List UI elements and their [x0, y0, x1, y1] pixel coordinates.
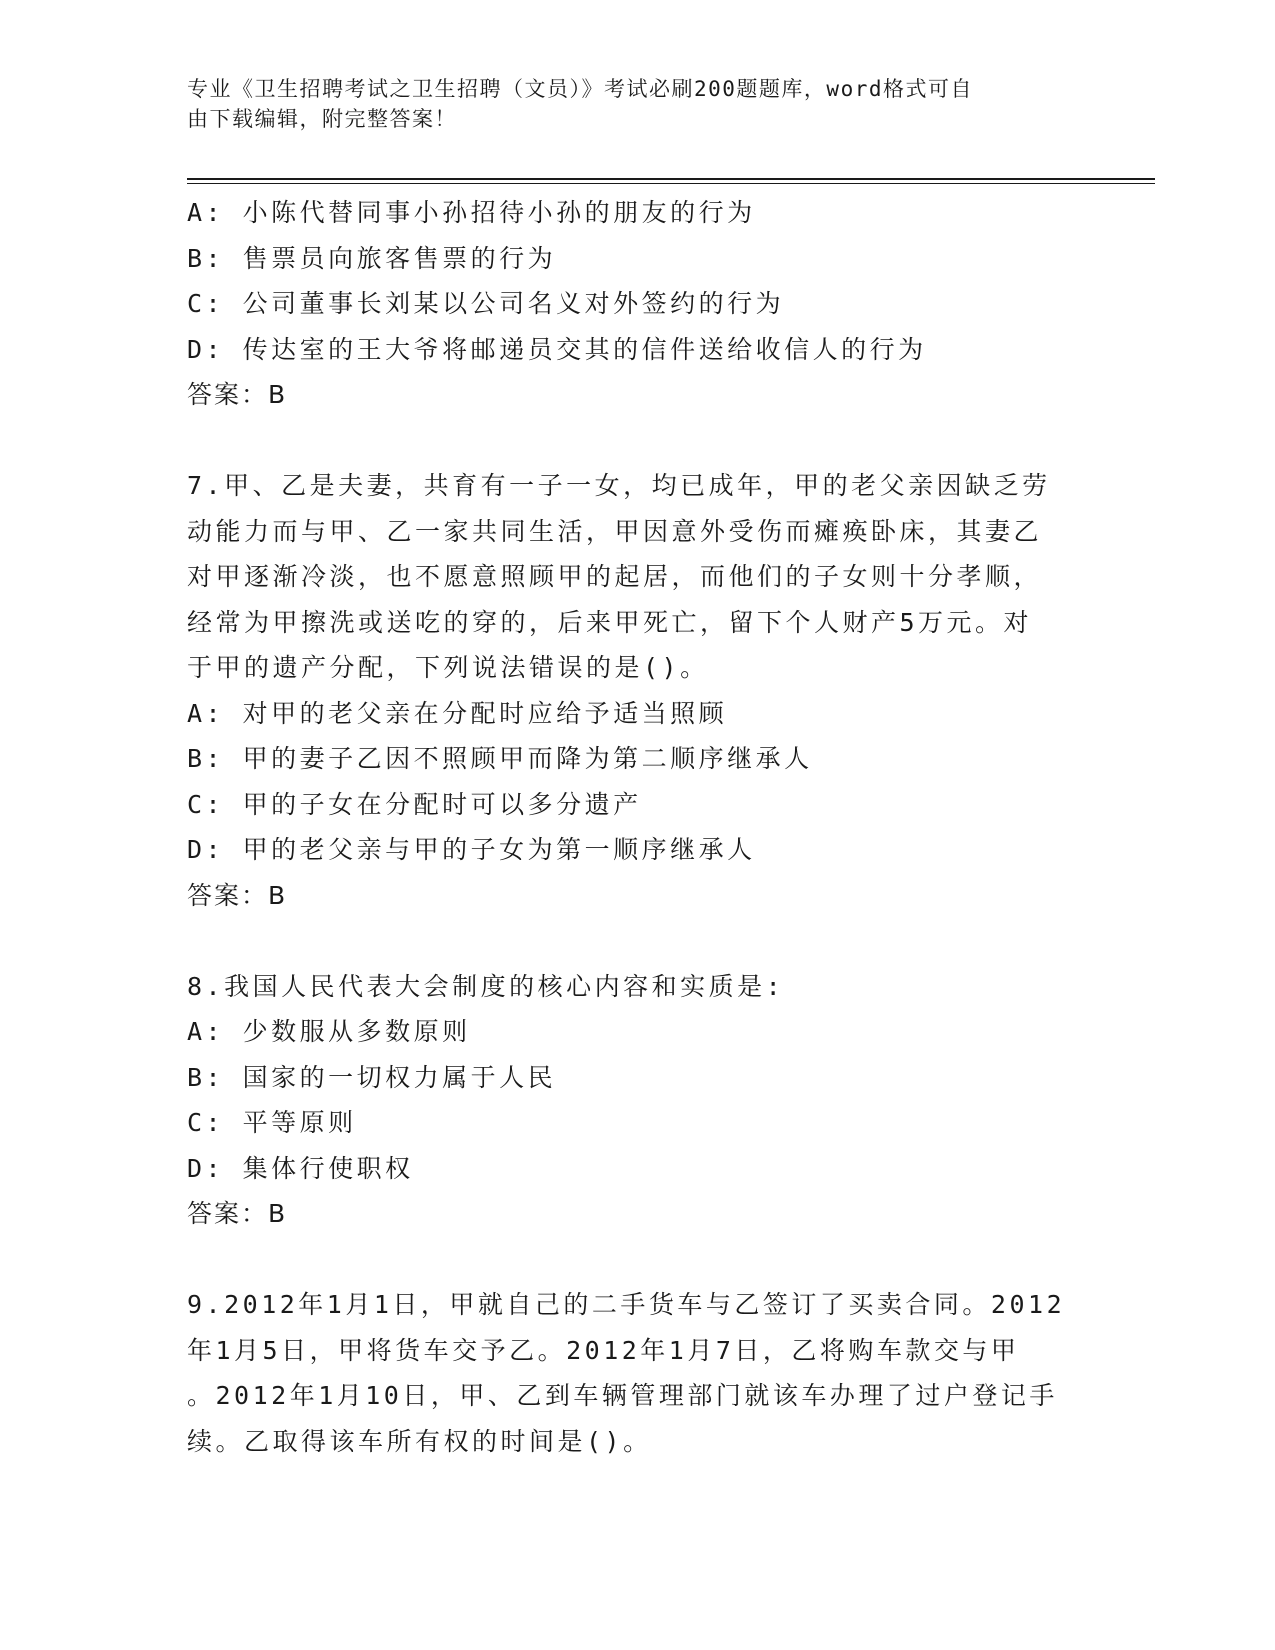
document-header — [187, 74, 1067, 134]
question-stem-line: 9.2012年1月1日，甲就自己的二手货车与乙签订了买卖合同。2012 — [187, 1290, 1066, 1319]
option-d: D: 集体行使职权 — [187, 1153, 414, 1183]
option-b: B: 国家的一切权力属于人民 — [187, 1062, 557, 1092]
question-8 — [187, 964, 1087, 1237]
spacer — [187, 418, 1087, 464]
question-stem-line: 7.甲、乙是夫妻，共育有一子一女，均已成年，甲的老父亲因缺乏劳 — [187, 471, 1051, 500]
spacer — [187, 1237, 1087, 1283]
question-7 — [187, 463, 1087, 918]
question-stem-line: 续。乙取得该车所有权的时间是()。 — [187, 1426, 652, 1456]
option-b: B: 售票员向旅客售票的行为 — [187, 243, 557, 273]
header-line-1: 专业《卫生招聘考试之卫生招聘（文员）》考试必刷200题题库，word格式可自 — [187, 77, 973, 101]
option-a: A: 对甲的老父亲在分配时应给予适当照顾 — [187, 698, 728, 728]
option-d: D: 传达室的王大爷将邮递员交其的信件送给收信人的行为 — [187, 334, 927, 364]
option-c: C: 甲的子女在分配时可以多分遗产 — [187, 789, 642, 819]
question-6 — [187, 190, 1087, 418]
header-line-2: 由下载编辑，附完整答案！ — [187, 107, 457, 131]
header-divider-thick — [187, 178, 1155, 180]
question-stem-line: 经常为甲擦洗或送吃的穿的，后来甲死亡，留下个人财产5万元。对 — [187, 607, 1033, 637]
spacer — [187, 918, 1087, 964]
header-divider-thin — [187, 183, 1155, 184]
option-a: A: 小陈代替同事小孙招待小孙的朋友的行为 — [187, 198, 756, 227]
option-a: A: 少数服从多数原则 — [187, 1017, 471, 1046]
answer-line: 答案：B — [187, 1199, 288, 1228]
option-c: C: 平等原则 — [187, 1108, 357, 1137]
question-stem-line: 年1月5日，甲将货车交予乙。2012年1月7日，乙将购车款交与甲 — [187, 1335, 1020, 1365]
question-stem-line: 。2012年1月10日，甲、乙到车辆管理部门就该车办理了过户登记手 — [187, 1381, 1058, 1410]
option-b: B: 甲的妻子乙因不照顾甲而降为第二顺序继承人 — [187, 744, 813, 773]
question-9 — [187, 1282, 1087, 1464]
answer-line: 答案：B — [187, 380, 288, 409]
question-stem-line: 于甲的遗产分配，下列说法错误的是()。 — [187, 653, 709, 682]
question-stem-line: 动能力而与甲、乙一家共同生活，甲因意外受伤而瘫痪卧床，其妻乙 — [187, 516, 1043, 546]
option-d: D: 甲的老父亲与甲的子女为第一顺序继承人 — [187, 835, 756, 864]
document-body — [187, 190, 1087, 1464]
option-c: C: 公司董事长刘某以公司名义对外签约的行为 — [187, 289, 785, 318]
question-stem-line: 8.我国人民代表大会制度的核心内容和实质是: — [187, 971, 785, 1001]
answer-line: 答案：B — [187, 880, 288, 910]
question-stem-line: 对甲逐渐冷淡，也不愿意照顾甲的起居，而他们的子女则十分孝顺， — [187, 562, 1043, 591]
